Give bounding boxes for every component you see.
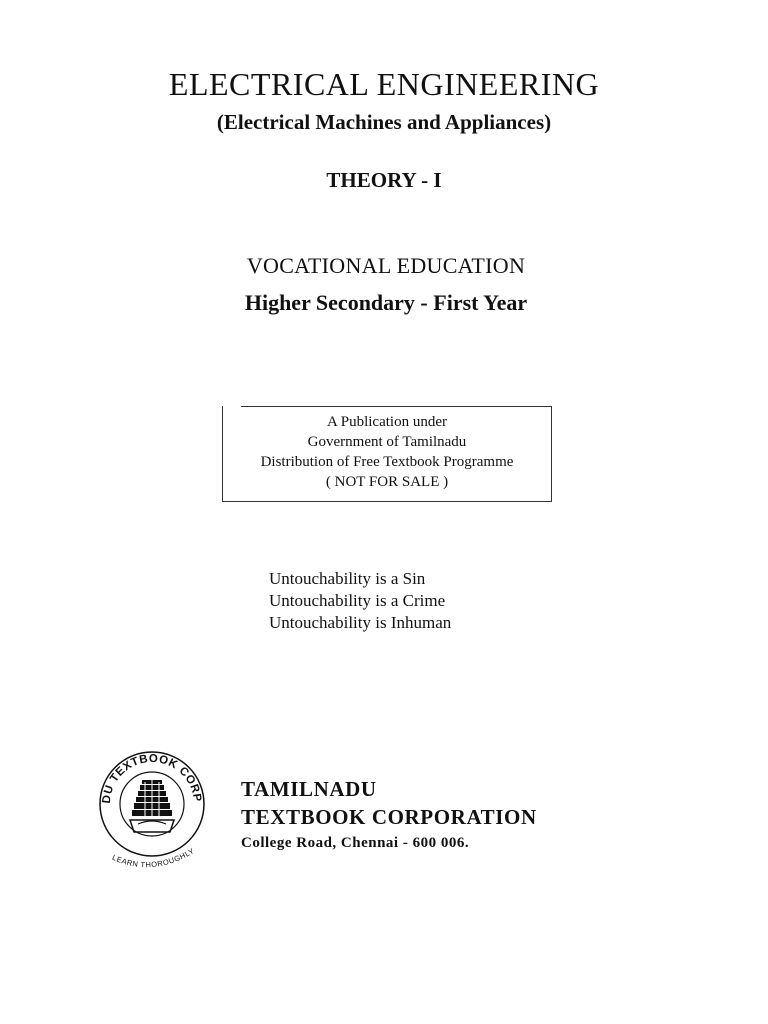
corporation-seal-logo	[92, 742, 212, 877]
publication-line: Government of Tamilnadu	[307, 434, 467, 450]
motto-block	[269, 568, 451, 634]
theory-label: THEORY - I	[326, 168, 442, 192]
publication-notice-box	[222, 406, 552, 502]
seal-icon	[92, 742, 212, 877]
svg-text:TAMILNADU TEXTBOOK CORPORATION: DU TEXTBOOK CORP	[100, 752, 204, 805]
publication-line: Distribution of Free Textbook Programme	[260, 454, 514, 470]
publisher-block	[241, 775, 537, 855]
book-title: ELECTRICAL ENGINEERING	[168, 66, 600, 102]
motto-line: Untouchability is a Sin	[269, 569, 426, 588]
program-label: VOCATIONAL EDUCATION	[246, 253, 526, 278]
publisher-name-line1: TAMILNADU	[241, 777, 377, 801]
level-label: Higher Secondary - First Year	[244, 290, 528, 315]
book-subtitle: (Electrical Machines and Appliances)	[216, 110, 552, 134]
publisher-address: College Road, Chennai - 600 006.	[241, 835, 470, 851]
publisher-name-line2: TEXTBOOK CORPORATION	[241, 805, 537, 829]
publication-line: A Publication under	[327, 414, 447, 430]
motto-line: Untouchability is Inhuman	[269, 613, 452, 632]
svg-text:LEARN THOROUGHLY: LEARN THOROUGHLY	[110, 846, 196, 870]
publication-line: ( NOT FOR SALE )	[325, 474, 449, 490]
motto-line: Untouchability is a Crime	[269, 591, 446, 610]
